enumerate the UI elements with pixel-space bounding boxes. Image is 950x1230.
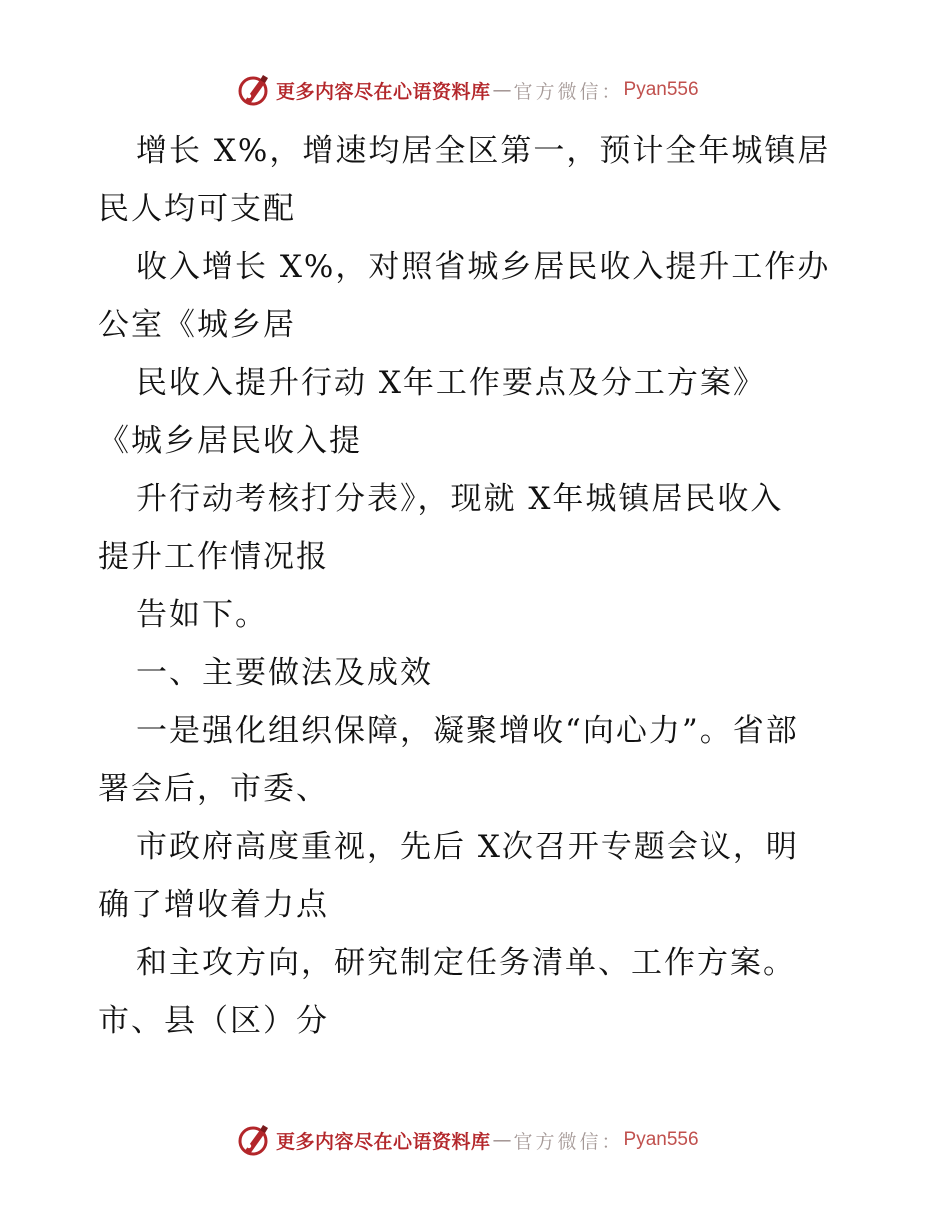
- text-line: 确了增收着力点: [98, 887, 329, 923]
- text-line: 收入增长 X%，对照省城乡居民收入提升工作办: [136, 249, 831, 285]
- section-heading: 一、主要做法及成效: [136, 655, 433, 691]
- watermark-dash: —: [492, 1129, 512, 1151]
- document-body: [98, 122, 868, 1050]
- watermark-id: Pyan556: [623, 1129, 699, 1150]
- text-line: 一是强化组织保障，凝聚增收“向心力”。省部: [136, 713, 799, 749]
- text-line: 告如下。: [136, 597, 268, 633]
- watermark-dash: —: [492, 79, 512, 101]
- text-line: 市、县（区）分: [98, 1003, 329, 1039]
- watermark-label: 官方微信：: [513, 1130, 624, 1153]
- text-line: 《城乡居民收入提: [98, 423, 362, 459]
- pen-logo-icon: [236, 72, 272, 108]
- text-line: 和主攻方向，研究制定任务清单、工作方案。: [136, 945, 796, 981]
- text-line: 市政府高度重视，先后 X次召开专题会议，明: [136, 829, 799, 865]
- watermark-label: 官方微信：: [513, 80, 624, 103]
- text-line: 公室《城乡居: [98, 307, 296, 343]
- pen-logo-icon: [236, 1122, 272, 1158]
- watermark-lead: 更多内容尽在心语资料库: [276, 1130, 491, 1153]
- text-line: 署会后，市委、: [98, 771, 329, 807]
- footer-watermark: [236, 1120, 699, 1160]
- text-line: 民人均可支配: [98, 191, 296, 227]
- text-line: 升行动考核打分表》，现就 X年城镇居民收入: [136, 481, 784, 517]
- text-line: 增长 X%，增速均居全区第一，预计全年城镇居: [136, 133, 831, 169]
- watermark-id: Pyan556: [623, 79, 699, 100]
- text-line: 民收入提升行动 X年工作要点及分工方案》: [136, 365, 766, 401]
- header-watermark: [236, 70, 699, 110]
- watermark-lead: 更多内容尽在心语资料库: [276, 80, 491, 103]
- text-line: 提升工作情况报: [98, 539, 329, 575]
